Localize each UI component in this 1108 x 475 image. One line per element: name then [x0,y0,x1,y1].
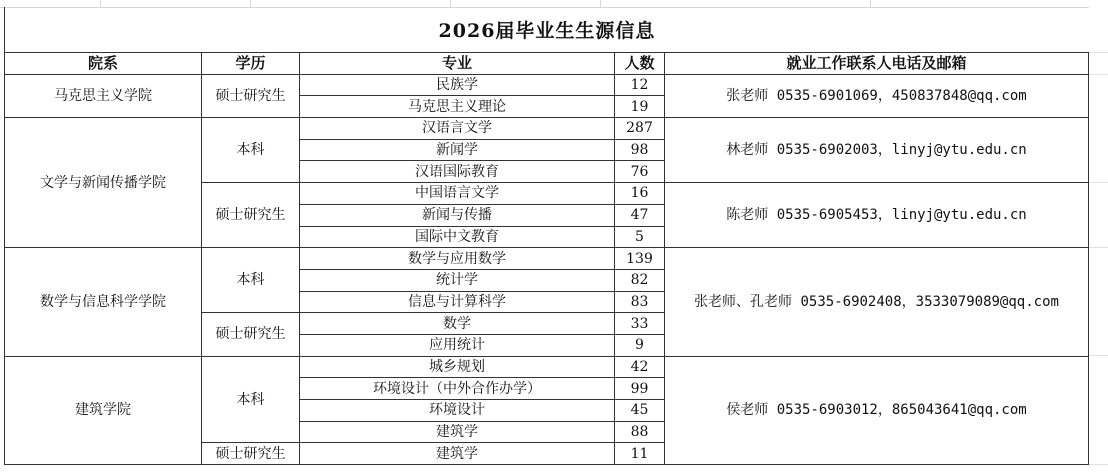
major-cell[interactable]: 民族学 [300,74,615,96]
header-contact[interactable]: 就业工作联系人电话及邮箱 [665,53,1089,75]
major-cell[interactable]: 数学 [300,313,615,335]
major-cell[interactable]: 建筑学 [300,421,615,443]
count-cell[interactable]: 45 [615,400,665,422]
count-cell[interactable]: 42 [615,356,665,378]
degree-cell[interactable]: 本科 [202,118,300,183]
table-title[interactable]: 2026届毕业生生源信息 [4,7,1090,53]
count-cell[interactable]: 47 [615,204,665,226]
degree-cell[interactable]: 硕士研究生 [202,183,300,248]
count-cell[interactable]: 76 [615,161,665,183]
major-cell[interactable]: 统计学 [300,269,615,291]
count-cell[interactable]: 99 [615,378,665,400]
degree-cell[interactable]: 硕士研究生 [202,443,300,465]
table-row [5,248,1089,270]
count-cell[interactable]: 9 [615,334,665,356]
major-cell[interactable]: 城乡规划 [300,356,615,378]
header-college[interactable]: 院系 [5,53,202,75]
count-cell[interactable]: 88 [615,421,665,443]
count-cell[interactable]: 16 [615,183,665,205]
count-cell[interactable]: 33 [615,313,665,335]
header-row [5,53,1089,75]
table-row [5,118,1089,140]
count-cell[interactable]: 19 [615,96,665,118]
college-cell[interactable]: 数学与信息科学学院 [5,248,202,356]
college-cell[interactable]: 建筑学院 [5,356,202,464]
degree-cell[interactable]: 本科 [202,356,300,443]
table-row [5,356,1089,378]
degree-cell[interactable]: 硕士研究生 [202,74,300,117]
table-row [5,74,1089,96]
contact-cell[interactable]: 侯老师 0535-6903012，865043641@qq.com [665,356,1089,464]
major-cell[interactable]: 信息与计算科学 [300,291,615,313]
header-degree[interactable]: 学历 [202,53,300,75]
major-cell[interactable]: 环境设计 [300,400,615,422]
count-cell[interactable]: 287 [615,118,665,140]
count-cell[interactable]: 11 [615,443,665,465]
major-cell[interactable]: 新闻学 [300,139,615,161]
count-cell[interactable]: 98 [615,139,665,161]
contact-cell[interactable]: 陈老师 0535-6905453，linyj@ytu.edu.cn [665,183,1089,248]
major-cell[interactable]: 中国语言文学 [300,183,615,205]
degree-cell[interactable]: 本科 [202,248,300,313]
contact-cell[interactable]: 张老师 0535-6901069，450837848@qq.com [665,74,1089,117]
header-count[interactable]: 人数 [615,53,665,75]
major-cell[interactable]: 建筑学 [300,443,615,465]
count-cell[interactable]: 139 [615,248,665,270]
major-cell[interactable]: 新闻与传播 [300,204,615,226]
count-cell[interactable]: 12 [615,74,665,96]
major-cell[interactable]: 环境设计（中外合作办学） [300,378,615,400]
header-major[interactable]: 专业 [300,53,615,75]
count-cell[interactable]: 5 [615,226,665,248]
contact-cell[interactable]: 林老师 0535-6902003，linyj@ytu.edu.cn [665,118,1089,183]
college-cell[interactable]: 文学与新闻传播学院 [5,118,202,248]
count-cell[interactable]: 82 [615,269,665,291]
college-cell[interactable]: 马克思主义学院 [5,74,202,117]
major-cell[interactable]: 数学与应用数学 [300,248,615,270]
major-cell[interactable]: 汉语国际教育 [300,161,615,183]
contact-cell[interactable]: 张老师、孔老师 0535-6902408，3533079089@qq.com [665,248,1089,356]
major-cell[interactable]: 应用统计 [300,334,615,356]
count-cell[interactable]: 83 [615,291,665,313]
adjacent-empty-column [1089,7,1108,475]
graduate-info-table [4,52,1089,465]
major-cell[interactable]: 马克思主义理论 [300,96,615,118]
degree-cell[interactable]: 硕士研究生 [202,313,300,356]
major-cell[interactable]: 汉语言文学 [300,118,615,140]
major-cell[interactable]: 国际中文教育 [300,226,615,248]
